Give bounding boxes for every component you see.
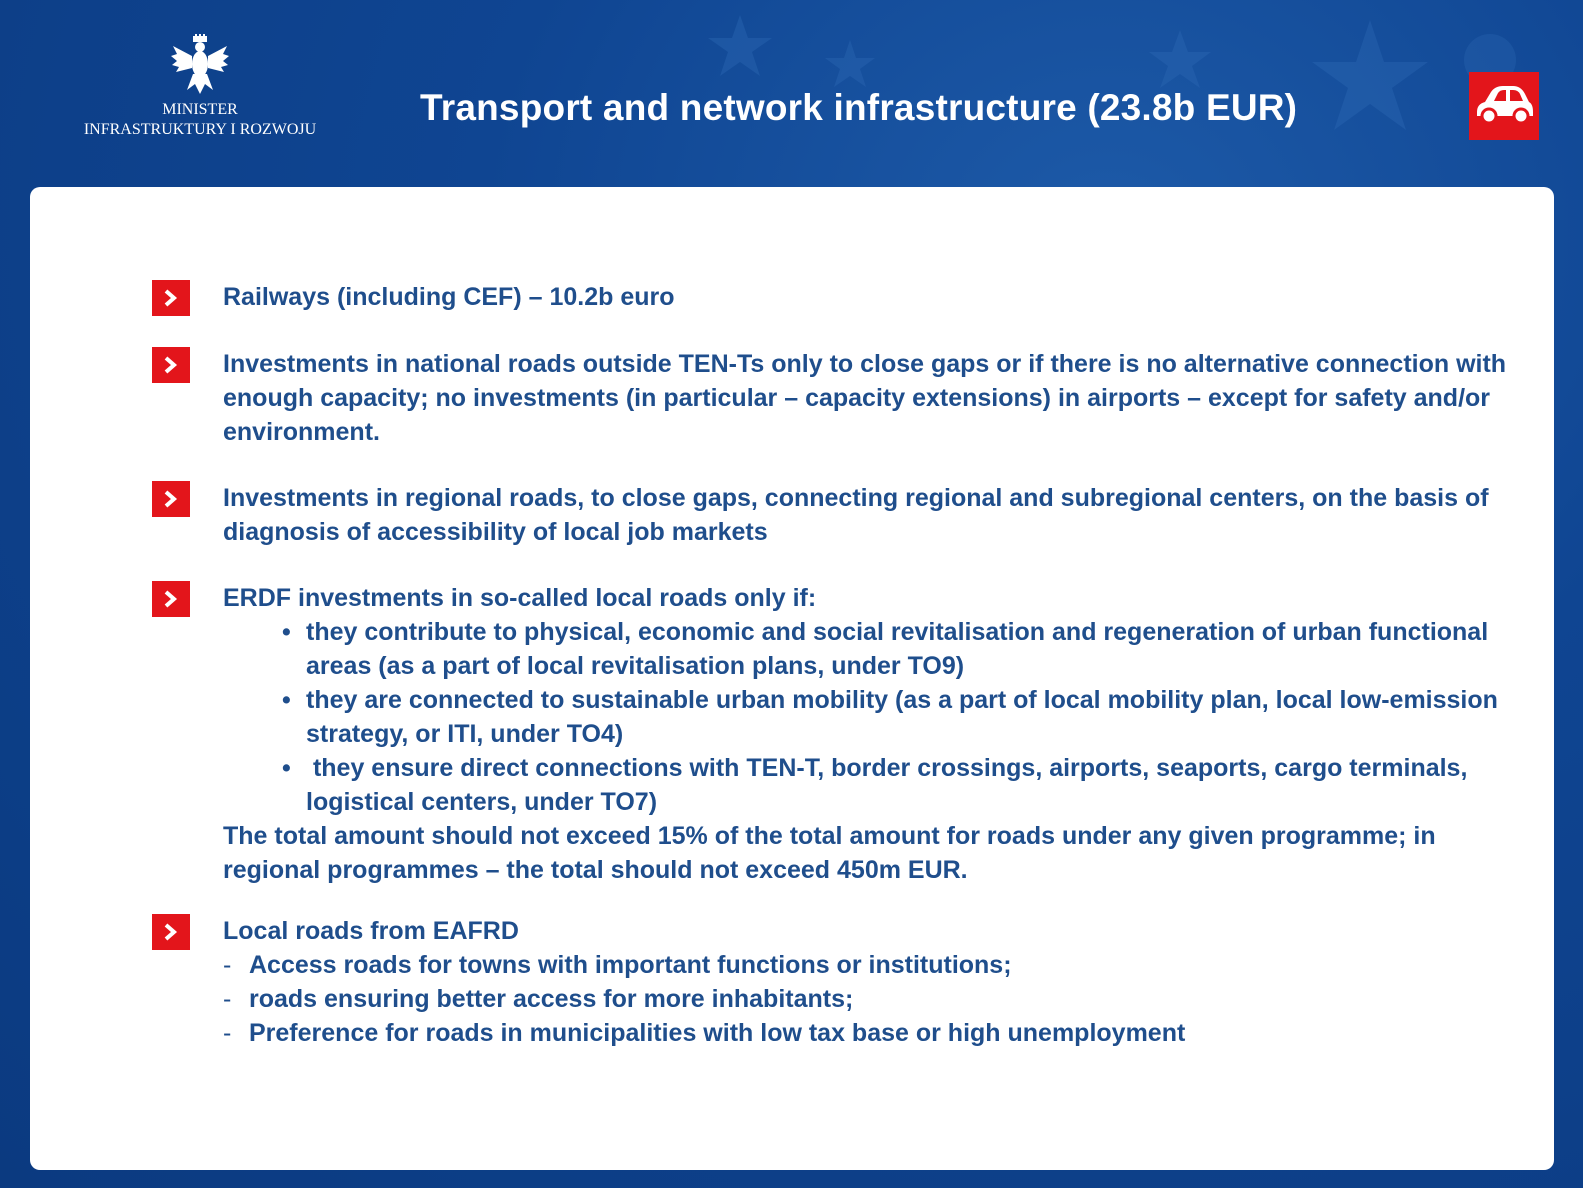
chevron-right-icon xyxy=(164,289,178,307)
bullet-marker xyxy=(152,914,190,950)
sub-item xyxy=(223,683,1523,751)
sub-item xyxy=(223,751,1523,819)
sub-marker: • xyxy=(282,754,291,782)
car-badge xyxy=(1469,72,1539,140)
sub-item-text: they ensure direct connections with TEN-T, border crossings, airports, seaports, cargo terminals, logistical centers, under TO7) xyxy=(306,754,1475,816)
item-footer-text: The total amount should not exceed 15% of the total amount for roads under any given programme; in regional programmes – the total should not exceed 450m EUR. xyxy=(223,822,1436,884)
chevron-right-icon xyxy=(164,356,178,374)
eagle-emblem-icon xyxy=(169,34,231,96)
dash-item xyxy=(223,1016,1523,1050)
sub-marker: • xyxy=(282,618,291,646)
bullet-marker xyxy=(152,347,190,383)
sub-item-text: they contribute to physical, economic and social revitalisation and regeneration of urban functional areas (as a part of local revitalisation plans, under TO9) xyxy=(306,618,1489,680)
chevron-right-icon xyxy=(164,590,178,608)
dash-item-text: Access roads for towns with important functions or institutions; xyxy=(249,951,1012,979)
item-text: Investments in regional roads, to close gaps, connecting regional and subregional centers, on the basis of diagnosis of accessibility of local job markets xyxy=(223,484,1489,546)
sub-marker: • xyxy=(282,686,291,714)
content-panel xyxy=(30,187,1554,1170)
page-title: Transport and network infrastructure (23.8b EUR) xyxy=(420,87,1298,128)
chevron-right-icon xyxy=(164,490,178,508)
sub-item xyxy=(223,615,1523,683)
bullet-marker xyxy=(152,280,190,316)
item-text: ERDF investments in so-called local roads only if: xyxy=(223,584,817,612)
item-text: Investments in national roads outside TEN-Ts only to close gaps or if there is no alternative connection with enough capacity; no investments (in particular – capacity extensions) in airports – except for safety and/or environment. xyxy=(223,350,1507,446)
dash-marker: - xyxy=(223,1019,232,1047)
dash-item xyxy=(223,982,1523,1016)
dash-item-text: Preference for roads in municipalities with low tax base or high unemployment xyxy=(249,1019,1186,1047)
chevron-right-icon xyxy=(164,923,178,941)
item-text: Railways (including CEF) – 10.2b euro xyxy=(223,283,675,311)
logo-line2: INFRASTRUKTURY I ROZWOJU xyxy=(83,121,317,138)
dash-item xyxy=(223,948,1523,982)
ministry-logo xyxy=(60,34,340,140)
header xyxy=(0,0,1583,186)
sub-item-text: they are connected to sustainable urban mobility (as a part of local mobility plan, local low-emission strategy, or ITI, under TO4) xyxy=(306,686,1498,748)
bullet-marker xyxy=(152,581,190,617)
car-icon xyxy=(1473,82,1535,130)
logo-line1: MINISTER xyxy=(162,101,238,118)
dash-marker: - xyxy=(223,985,232,1013)
item-text: Local roads from EAFRD xyxy=(223,917,519,945)
bullet-marker xyxy=(152,481,190,517)
dash-item-text: roads ensuring better access for more inhabitants; xyxy=(249,985,854,1013)
dash-marker: - xyxy=(223,951,232,979)
